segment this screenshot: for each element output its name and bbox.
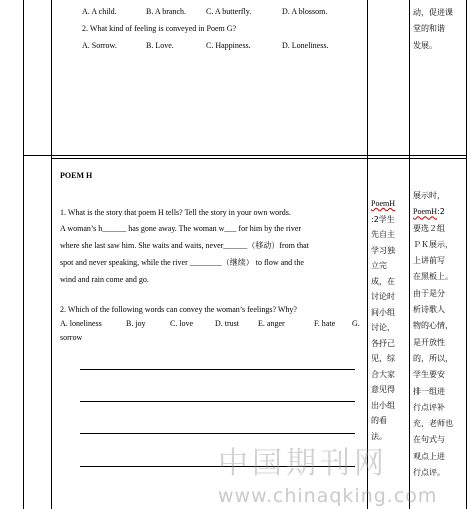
student-line: 法。 bbox=[371, 431, 387, 441]
poem-h-section bbox=[60, 170, 365, 344]
student-line: 间小组 bbox=[371, 307, 395, 317]
teacher-line: 由于是分 bbox=[413, 288, 445, 298]
story-line: wind and rain come and go. bbox=[60, 275, 149, 284]
teacher-line: 学生要安 bbox=[413, 370, 445, 380]
answer-line bbox=[80, 369, 355, 370]
student-line: :2学生 bbox=[371, 214, 395, 224]
watermark-title: 中国期刊网 bbox=[218, 446, 388, 481]
teacher-line: 行点评。 bbox=[413, 468, 445, 478]
option-a-child: A. A child. bbox=[82, 7, 117, 16]
teacher-poem-label: PoemH bbox=[413, 207, 437, 217]
student-line: 出小组 bbox=[371, 400, 395, 410]
student-line: 讨论， bbox=[371, 323, 395, 332]
teacher-line: 在黑板上。 bbox=[413, 272, 453, 282]
teacher-line: ＰＫ展示， bbox=[413, 239, 453, 249]
option-trust: D. trust bbox=[215, 319, 239, 328]
option-d-blossom: D. A blossom. bbox=[282, 7, 328, 16]
option-love: C. love bbox=[170, 319, 194, 328]
option-loneliness: A. loneliness bbox=[60, 319, 102, 328]
q2-options-row bbox=[60, 318, 365, 332]
teacher-activity-column bbox=[413, 188, 467, 481]
watermark-url: www.chinaqking.com bbox=[218, 485, 438, 507]
teacher-line: 排一组进 bbox=[413, 386, 445, 396]
teacher-note-line: 发展。 bbox=[413, 40, 437, 50]
upper-teacher-note bbox=[413, 6, 465, 52]
student-poem-label: PoemH bbox=[371, 199, 395, 208]
option-g: G. bbox=[352, 319, 360, 328]
teacher-line: 的，所以， bbox=[413, 353, 453, 363]
option-a-sorrow: A. Sorrow. bbox=[82, 41, 117, 50]
student-line: 立完 bbox=[371, 261, 387, 270]
row-divider-inner bbox=[51, 158, 467, 159]
teacher-line: 上讲前写 bbox=[413, 256, 445, 266]
story-line: spot and never speaking, while the river ________（继续） to flow and the bbox=[60, 258, 304, 267]
student-line: 见，综 bbox=[371, 354, 395, 363]
story-paragraph bbox=[60, 220, 365, 288]
teacher-line: 物的心情， bbox=[413, 321, 453, 331]
student-line: 成，在 bbox=[371, 276, 395, 286]
option-c-happiness: C. Happiness. bbox=[206, 41, 251, 50]
answer-line bbox=[80, 433, 355, 434]
teacher-line: 是开放性 bbox=[413, 337, 445, 347]
teacher-poem-rest: :2 bbox=[437, 207, 445, 217]
teacher-line: 析诗歌人 bbox=[413, 305, 445, 315]
option-sorrow: sorrow bbox=[60, 333, 83, 342]
teacher-note-line: 堂的和谐 bbox=[413, 24, 445, 34]
student-line: 先自主 bbox=[371, 230, 395, 239]
student-line: 讨论时 bbox=[371, 292, 395, 301]
option-hate: F. hate bbox=[314, 319, 336, 328]
student-line: 意见得 bbox=[371, 385, 395, 394]
teacher-line: 充，老师也 bbox=[413, 419, 453, 429]
student-line: 的看 bbox=[371, 416, 387, 425]
student-line: 各抒己 bbox=[371, 338, 395, 348]
student-line: 合大家 bbox=[371, 369, 395, 379]
teacher-line: 展示时， bbox=[413, 191, 445, 200]
option-c-butterfly: C. A butterfly. bbox=[206, 7, 252, 16]
table-divider-1 bbox=[51, 0, 52, 509]
poem-h-title: POEM H bbox=[60, 171, 93, 180]
teacher-poem-line bbox=[413, 204, 467, 220]
teacher-line: 在句式与 bbox=[413, 435, 445, 445]
teacher-line: 要选２组 bbox=[413, 223, 445, 233]
option-d-loneliness: D. Loneliness. bbox=[282, 41, 329, 50]
student-line: 学习独 bbox=[371, 245, 395, 255]
option-b-love: B. Love. bbox=[146, 41, 174, 50]
teacher-line: 观点上进 bbox=[413, 451, 445, 461]
story-line: where she last saw him. She waits and waits, never______（移动）from that bbox=[60, 241, 309, 250]
answer-line bbox=[80, 401, 355, 402]
table-divider-3 bbox=[409, 0, 410, 509]
upper-question-block bbox=[82, 3, 367, 63]
option-anger: E. anger bbox=[258, 319, 285, 328]
option-joy: B. joy bbox=[126, 319, 146, 328]
student-activity-column bbox=[371, 196, 407, 444]
option-b-branch: B. A branch. bbox=[146, 7, 186, 16]
story-line: A woman’s h______ has gone away. The woman w___ for him by the river bbox=[60, 224, 302, 233]
table-left-border bbox=[23, 0, 24, 509]
row-divider bbox=[23, 155, 467, 156]
question-1-story: 1. What is the story that poem H tells? Tell the story in your own words. bbox=[60, 208, 291, 217]
teacher-note-line: 动，促进课 bbox=[413, 8, 453, 17]
table-divider-2 bbox=[367, 0, 368, 509]
question-2-feelings: 2. Which of the following words can convey the woman’s feelings? Why? bbox=[60, 305, 297, 314]
teacher-line: 行点评补 bbox=[413, 402, 445, 412]
question-2-poem-g: 2. What kind of feeling is conveyed in Poem G? bbox=[82, 24, 237, 33]
